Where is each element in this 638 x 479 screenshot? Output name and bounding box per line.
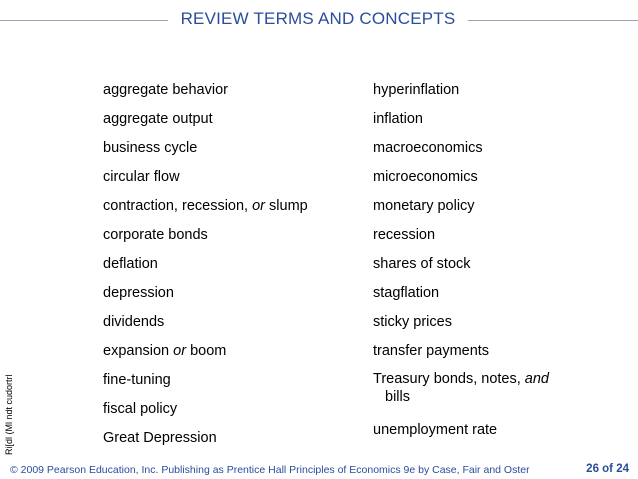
list-item: Treasury bonds, notes, and bills (373, 371, 549, 405)
list-item: deflation (103, 256, 158, 272)
header (0, 6, 638, 34)
list-item: circular flow (103, 169, 180, 185)
copyright-text: © 2009 Pearson Education, Inc. Publishing as Prentice Hall Principles of Economics 9e by Case, Fair and Oster (10, 464, 530, 476)
terms-list-left (103, 80, 353, 457)
list-item: shares of stock (373, 256, 471, 272)
header-rule-right (468, 20, 638, 21)
footer (0, 462, 638, 478)
page-title: REVIEW TERMS AND CONCEPTS (180, 9, 456, 28)
list-item: fine-tuning (103, 372, 171, 388)
list-item: fiscal policy (103, 401, 178, 417)
list-item: sticky prices (373, 314, 452, 330)
list-item: expansion or boom (103, 343, 227, 359)
list-item: unemployment rate (373, 422, 498, 438)
list-item: microeconomics (373, 169, 478, 185)
list-item: transfer payments (373, 343, 490, 359)
list-item: contraction, recession, or slump (103, 198, 308, 214)
side-vertical-text: Ri[dl (Ml ndt cudortrl (4, 374, 14, 455)
list-item: inflation (373, 111, 423, 127)
list-item: aggregate output (103, 111, 213, 127)
list-item: Great Depression (103, 430, 217, 446)
list-item: dividends (103, 314, 165, 330)
header-rule-left (0, 20, 168, 21)
list-item: aggregate behavior (103, 82, 228, 98)
page-indicator: 26 of 24 (586, 463, 629, 475)
list-item: macroeconomics (373, 140, 483, 156)
list-item: business cycle (103, 140, 198, 156)
list-item: corporate bonds (103, 227, 208, 243)
list-item: depression (103, 285, 174, 301)
list-item: stagflation (373, 285, 440, 301)
list-item: recession (373, 227, 436, 243)
terms-list-right (373, 80, 573, 449)
list-item: hyperinflation (373, 82, 460, 98)
list-item: monetary policy (373, 198, 475, 214)
